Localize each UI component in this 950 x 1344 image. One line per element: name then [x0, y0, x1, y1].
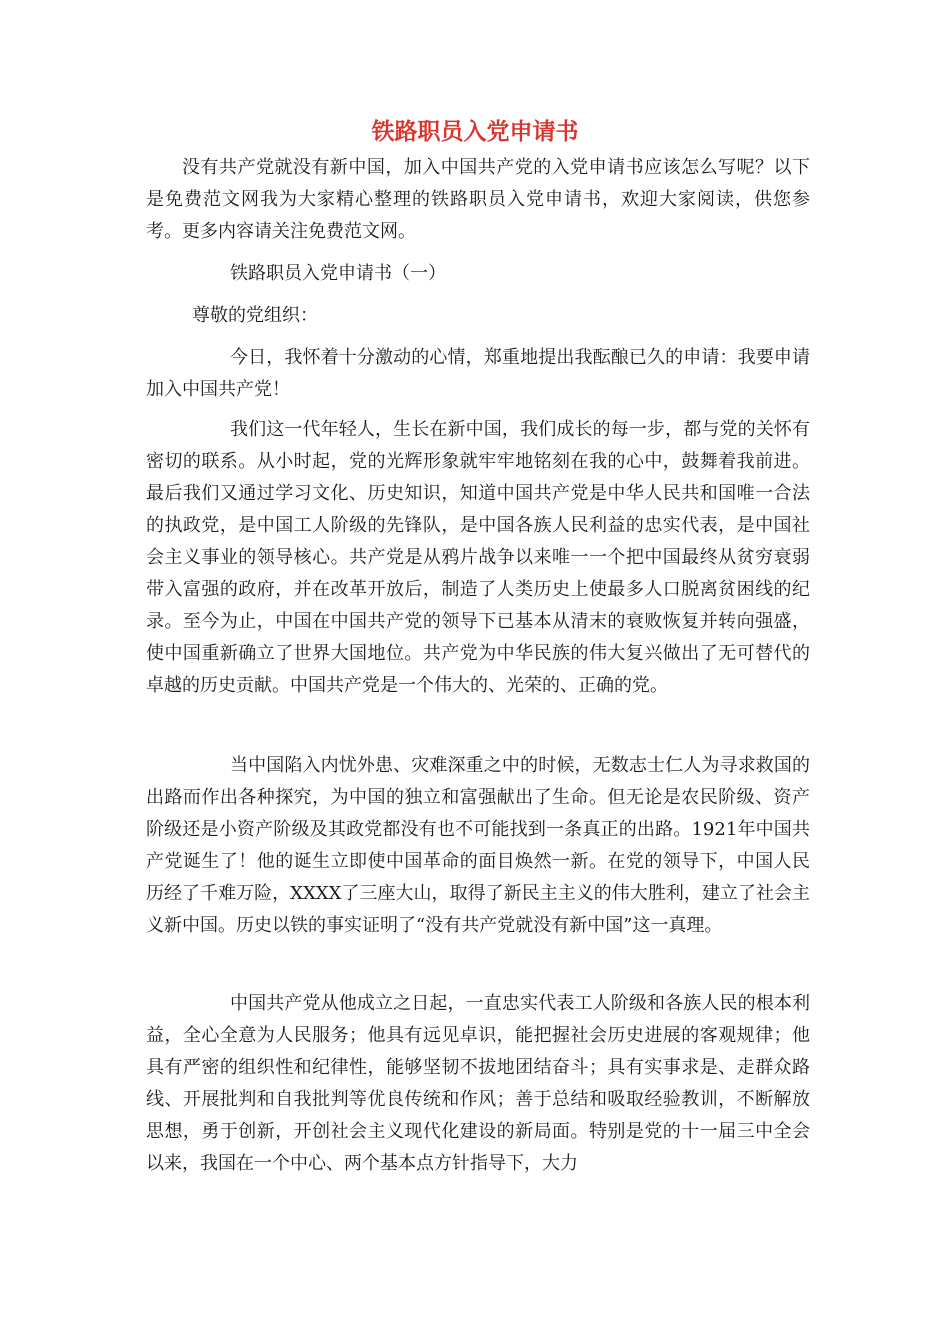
letter-greeting: 尊敬的党组织：: [192, 305, 318, 326]
body-paragraph-3: 当中国陷入内忧外患、灾难深重之中的时候，无数志士仁人为寻求救国的出路而作出各种探究，为中国的独立和富强献出了生命。但无论是农民阶级、资产阶级还是小资产阶级及其政党都没有也不可能找到一条真正的出路。1921年中国共产党诞生了！他的诞生立即使中国革命的面目焕然一新。在党的领导下，中国人民历经了千难万险，XXXX了三座大山，取得了新民主主义的伟大胜利，建立了社会主义新中国。历史以铁的事实证明了“没有共产党就没有新中国”这一真理。: [146, 755, 810, 936]
letter-sub-title: 铁路职员入党申请书（一）: [230, 263, 446, 284]
document-title: 铁路职员入党申请书: [371, 119, 579, 145]
body-paragraph-2: 我们这一代年轻人，生长在新中国，我们成长的每一步，都与党的关怀有密切的联系。从小时起，党的光辉形象就牢牢地铭刻在我的心中，鼓舞着我前进。最后我们又通过学习文化、历史知识，知道中国共产党是中华人民共和国唯一合法的执政党，是中国工人阶级的先锋队，是中国各族人民利益的忠实代表，是中国社会主义事业的领导核心。共产党是从鸦片战争以来唯一一个把中国最终从贫穷衰弱带入富强的政府，并在改革开放后，制造了人类历史上使最多人口脱离贫困线的纪录。至今为止，中国在中国共产党的领导下已基本从清末的衰败恢复并转向强盛，使中国重新确立了世界大国地位。共产党为中华民族的伟大复兴做出了无可替代的卓越的历史贡献。中国共产党是一个伟大的、光荣的、正确的党。: [146, 419, 810, 696]
body-paragraph-4: 中国共产党从他成立之日起，一直忠实代表工人阶级和各族人民的根本利益，全心全意为人民服务；他具有远见卓识，能把握社会历史进展的客观规律；他具有严密的组织性和纪律性，能够坚韧不拔地团结奋斗；具有实事求是、走群众路线、开展批判和自我批判等优良传统和作风；善于总结和吸取经验教训，不断解放思想，勇于创新，开创社会主义现代化建设的新局面。特别是党的十一届三中全会以来，我国在一个中心、两个基本点方针指导下，大力: [146, 993, 810, 1174]
body-paragraph-1: 今日，我怀着十分激动的心情，郑重地提出我酝酿已久的申请：我要申请加入中国共产党！: [146, 347, 810, 400]
intro-paragraph: 没有共产党就没有新中国，加入中国共产党的入党申请书应该怎么写呢？以下是免费范文网我为大家精心整理的铁路职员入党申请书，欢迎大家阅读，供您参考。更多内容请关注免费范文网。: [146, 157, 810, 242]
